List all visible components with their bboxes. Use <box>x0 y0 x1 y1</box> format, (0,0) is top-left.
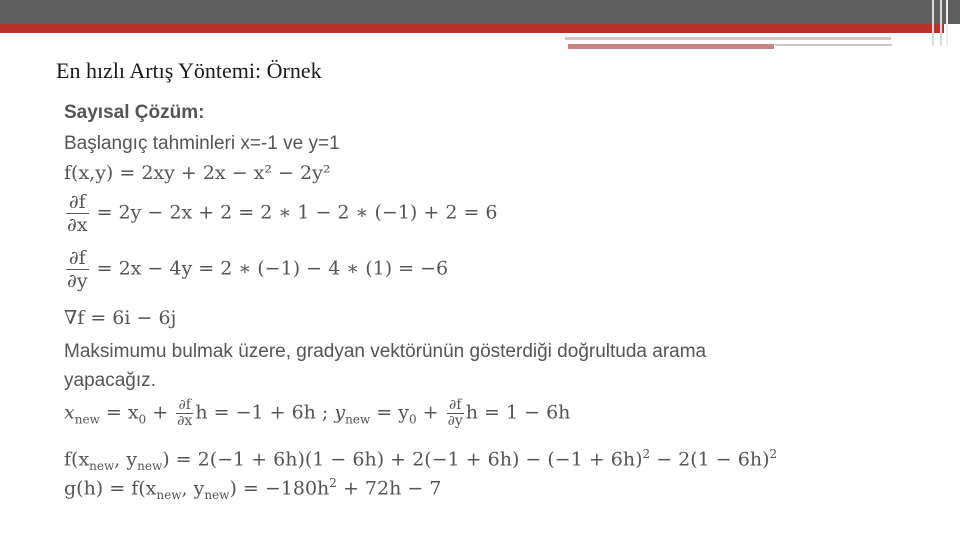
partial-y-fraction <box>66 247 89 292</box>
slide-title: En hızlı Artış Yöntemi: Örnek <box>56 58 322 83</box>
g-h-rhs: ) = −180h <box>229 477 330 500</box>
equals-x: = x <box>99 401 139 424</box>
header-rule-vertical <box>946 0 948 46</box>
function-definition: f(x,y) = 2xy + 2x − x² − 2y² <box>64 162 331 184</box>
x-update-fraction <box>176 398 193 429</box>
x0-subscript: 0 <box>138 412 147 427</box>
y0-subscript: 0 <box>408 412 417 427</box>
x-new-subscript: new <box>156 488 182 503</box>
fraction-numerator: ∂f <box>66 191 89 214</box>
fraction-numerator: ∂f <box>66 247 89 270</box>
x-update-rest: h = −1 + 6h ; <box>195 401 335 424</box>
fraction-denominator: ∂y <box>67 270 88 292</box>
header-bar-red <box>0 24 944 33</box>
y-new-subscript: new <box>137 459 163 474</box>
exponent: 2 <box>642 447 651 461</box>
gradient-equation: ∇f = 6i − 6j <box>64 307 177 329</box>
exponent: 2 <box>769 447 778 461</box>
x-symbol: x <box>64 401 75 424</box>
partial-y-equation <box>64 247 448 292</box>
header-bar-gray <box>0 0 960 24</box>
f-new-lhs: f(x <box>64 448 90 471</box>
f-new-comma: , y <box>114 448 138 471</box>
equals-y: = y <box>370 401 409 424</box>
y-update-rest: h = 1 − 6h <box>465 401 571 424</box>
partial-y-expression: = 2x − 4y = 2 ∗ (−1) − 4 ∗ (1) = −6 <box>96 257 449 280</box>
header-rule-vertical <box>940 0 942 46</box>
exponent: 2 <box>329 476 337 490</box>
y-symbol: y <box>334 401 346 424</box>
partial-x-expression: = 2y − 2x + 2 = 2 ∗ 1 − 2 ∗ (−1) + 2 = 6 <box>96 201 498 224</box>
title-rule-red <box>568 44 774 49</box>
g-h-rhs-2: + 72h − 7 <box>336 477 442 500</box>
f-new-equation <box>64 447 777 473</box>
plus-sign: + <box>146 401 175 424</box>
x-new-subscript: new <box>74 412 100 427</box>
partial-x-equation <box>64 191 498 236</box>
partial-x-fraction <box>66 191 89 236</box>
paragraph-line-1: Maksimumu bulmak üzere, gradyan vektörünün gösterdiği doğrultuda arama <box>64 341 707 362</box>
section-heading: Sayısal Çözüm: <box>64 102 205 123</box>
y-update-fraction <box>447 398 464 429</box>
title-rule-gray <box>565 37 891 40</box>
fraction-denominator: ∂y <box>447 413 463 429</box>
paragraph-line-2: yapacağız. <box>64 370 156 391</box>
f-new-rhs-2: − 2(1 − 6h) <box>650 448 770 471</box>
header-rule-vertical <box>932 0 934 46</box>
y-new-subscript: new <box>345 412 371 427</box>
title-rule-gray-short <box>775 44 892 46</box>
g-h-comma: , y <box>181 477 205 500</box>
y-new-subscript: new <box>204 488 230 503</box>
g-h-lhs: g(h) = f(x <box>64 477 157 500</box>
fraction-numerator: ∂f <box>176 398 193 414</box>
x-new-subscript: new <box>89 459 115 474</box>
initial-guess-text: Başlangıç tahminleri x=-1 ve y=1 <box>64 133 340 154</box>
fraction-denominator: ∂x <box>177 413 193 429</box>
update-equations <box>64 398 570 429</box>
plus-sign: + <box>416 401 445 424</box>
f-new-rhs: ) = 2(−1 + 6h)(1 − 6h) + 2(−1 + 6h) − (−1 + 6h) <box>162 448 643 471</box>
g-h-equation <box>64 476 441 502</box>
fraction-numerator: ∂f <box>447 398 464 414</box>
fraction-denominator: ∂x <box>67 214 88 236</box>
